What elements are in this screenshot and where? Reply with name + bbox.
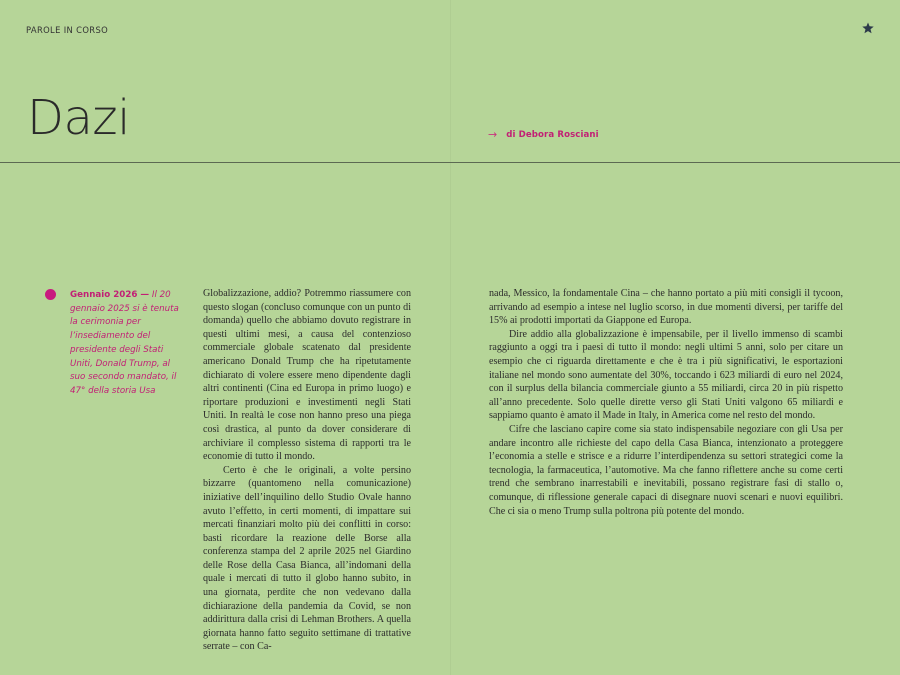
byline-author: di Debora Rosciani	[506, 129, 599, 140]
header-divider	[0, 162, 900, 163]
byline	[488, 129, 599, 140]
paragraph: nada, Messico, la fondamentale Cina – che hanno portato a più miti consigli il tycoon, arrivando ad esempio a intese nel luglio scorso, in due momenti diversi, per tariffe del 15% ai prodotti importati da Giappone ed Europa.	[489, 288, 843, 327]
article-column-1	[203, 287, 411, 654]
paragraph: Certo è che le originali, a volte persino bizzarre (quantomeno nella comunicazione) iniziative dell’inquilino dello Studio Ovale hanno avuto l’effetto, in certi momenti, di impattare sui mercati finanziari molto più dei conflitti in corso: basti ricordare la reazione delle Borse alla conferenza stampa del 2 aprile 2025 nel Giardino delle Rose della Casa Bianca, all’indomani della quale i mercati di tutto il globo hanno subito, in una giornata, perdite che non vedevano dalla dichiarazione della pandemia da Covid, se non addirittura dalla crisi di Lehman Brothers. A quella giornata hanno fatto seguito settimane di trattative serrate – con Ca-	[203, 464, 411, 653]
article-column-2	[489, 287, 843, 518]
bullet-dot-icon	[45, 289, 56, 300]
sidenote-text: Il 20 gennaio 2025 si è tenuta la cerimonia per l’insediamento del presidente degli Stati Uniti, Donald Trump, al suo secondo mandato, il 47° della storia Usa	[70, 290, 179, 396]
paragraph: Cifre che lasciano capire come sia stato indispensabile negoziare con gli Usa per andare incontro alle richieste del capo della Casa Bianca, intenzionato a proteggere l’economia a stelle e strisce e a ridurre l’interdipendenza su settori strategici come la tecnologia, la farmaceutica, l’automotive. Ma che fanno riflettere anche su come certi trend che sembrano inarrestabili e inevitabili, possano registrare fasi di stallo o, comunque, di riflessione generale capaci di disegnare nuovi scenari e nuovi equilibri. Che ci sia o meno Trump sulla poltrona più potente del mondo.	[489, 423, 843, 517]
paragraph: Globalizzazione, addio? Potremmo riassumere con questo slogan (concluso comunque con un punto di domanda) quello che abbiamo dovuto registrare in questi ultimi mesi, a causa del contenzioso commerciale globale scatenato dal presidente americano Donald Trump che ha ripetutamente dichiarato di volere essere meno dipendente dagli altri continenti (Cina ed Europa in primo luogo) e riportare produzioni e investimenti negli Stati Uniti. In realtà le cose non hanno preso una piega così drastica, al punto da dover considerare di archiviare il complesso sistema di rapporti tra le economie di tutto il mondo.	[203, 288, 411, 463]
star-icon	[861, 21, 875, 35]
sidenote	[70, 289, 188, 399]
sidenote-date: Gennaio 2026 —	[70, 290, 150, 300]
page-gutter	[450, 0, 451, 675]
article-title: Dazi	[27, 90, 130, 146]
section-label: PAROLE IN CORSO	[26, 25, 109, 35]
paragraph: Dire addio alla globalizzazione è impensabile, per il livello immenso di scambi raggiunto a oggi tra i paesi di tutto il mondo: negli ultimi 5 anni, solo per citare un esempio che ci riguarda direttamente e che è tra i più significativi, le esportazioni italiane nel mondo sono aumentate del 30%, toccando i 623 miliardi di euro nel 2024, con il surplus della bilancia commerciale giunto a 55 miliardi, circa 20 in più rispetto all’anno precedente. Solo quelle dirette verso gli Stati Uniti valgono 65 miliardi e sappiamo quanto è amato il Made in Italy, in America come nel resto del mondo.	[489, 328, 843, 422]
arrow-right-icon: →	[488, 128, 498, 141]
